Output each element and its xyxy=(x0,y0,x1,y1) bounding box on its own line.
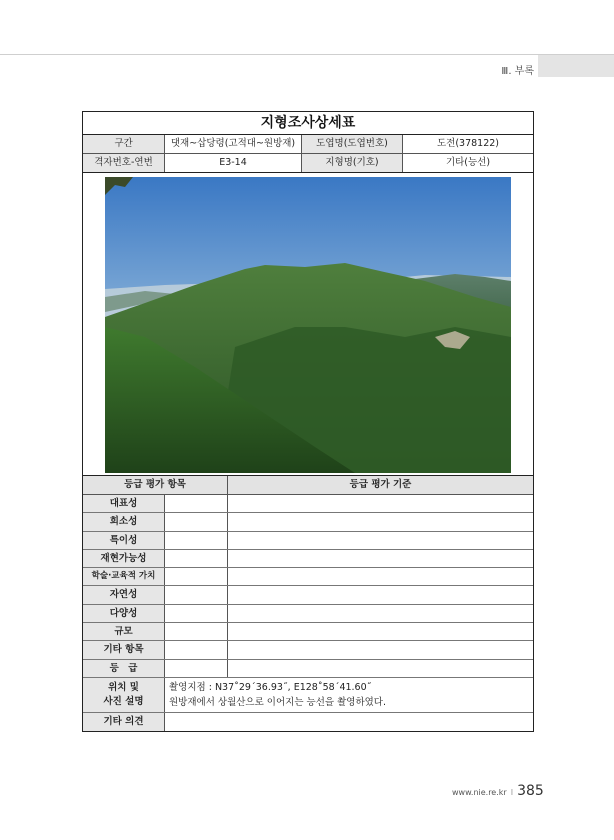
eval-grade xyxy=(165,513,228,530)
eval-grade xyxy=(165,550,228,567)
eval-row xyxy=(83,586,533,604)
sheet-title: 지형조사상세표 xyxy=(83,112,533,135)
coordinates-text: 촬영지점 : N37˚29´36.93˝, E128˚58´41.60˝ xyxy=(169,681,372,693)
value-grid: E3-14 xyxy=(165,154,302,172)
eval-grade xyxy=(165,495,228,512)
footer-site: www.nie.re.kr xyxy=(452,788,507,797)
label-grid: 격자번호-연번 xyxy=(83,154,165,172)
eval-criteria xyxy=(228,641,533,658)
eval-item-name: 다양성 xyxy=(83,605,165,622)
evaluation-rows xyxy=(83,495,533,678)
eval-criteria xyxy=(228,660,533,677)
eval-item-name: 대표성 xyxy=(83,495,165,512)
location-label-line1: 위치 및 xyxy=(108,681,139,693)
eval-head-item: 등급 평가 항목 xyxy=(83,476,228,494)
eval-grade xyxy=(165,660,228,677)
eval-row xyxy=(83,623,533,641)
eval-grade xyxy=(165,641,228,658)
eval-criteria xyxy=(228,495,533,512)
eval-grade xyxy=(165,568,228,585)
location-row xyxy=(83,678,533,713)
page-footer xyxy=(452,783,544,799)
info-row-2 xyxy=(83,154,533,173)
eval-item-name: 특이성 xyxy=(83,532,165,549)
eval-item-name: 등 급 xyxy=(83,660,165,677)
label-section: 구간 xyxy=(83,135,165,153)
eval-row xyxy=(83,550,533,568)
eval-criteria xyxy=(228,513,533,530)
eval-head-criteria: 등급 평가 기준 xyxy=(349,479,412,490)
eval-item-name: 희소성 xyxy=(83,513,165,530)
eval-row xyxy=(83,495,533,513)
eval-item-name: 자연성 xyxy=(83,586,165,603)
eval-row xyxy=(83,513,533,531)
eval-criteria xyxy=(228,586,533,603)
eval-row xyxy=(83,641,533,659)
eval-item-name: 재현가능성 xyxy=(83,550,165,567)
mountain-ridge-photo xyxy=(105,177,511,473)
eval-criteria xyxy=(228,605,533,622)
section-label: Ⅲ. 부록 xyxy=(501,66,534,77)
eval-grade xyxy=(165,532,228,549)
section-tab xyxy=(538,55,614,77)
eval-item-name: 기타 항목 xyxy=(83,641,165,658)
eval-criteria xyxy=(228,532,533,549)
photo-caption-text: 원방재에서 상월산으로 이어지는 능선을 촬영하였다. xyxy=(169,696,386,708)
eval-criteria xyxy=(228,623,533,640)
eval-grade xyxy=(165,605,228,622)
survey-sheet xyxy=(82,111,534,732)
eval-row xyxy=(83,605,533,623)
location-label-line2: 사진 설명 xyxy=(103,695,144,707)
eval-item-name: 규모 xyxy=(83,623,165,640)
eval-row xyxy=(83,532,533,550)
footer-separator: I xyxy=(510,788,514,797)
header-rule xyxy=(0,54,614,55)
eval-criteria xyxy=(228,568,533,585)
value-landform: 기타(능선) xyxy=(445,157,491,168)
evaluation-header xyxy=(83,476,533,495)
page-number: 385 xyxy=(517,783,544,799)
value-map: 도전(378122) xyxy=(436,138,500,149)
eval-row xyxy=(83,568,533,586)
other-opinion-row xyxy=(83,713,533,731)
eval-criteria xyxy=(228,550,533,567)
eval-item-name: 학술·교육적 가치 xyxy=(83,568,165,585)
other-opinion-label: 기타 의견 xyxy=(83,713,165,731)
value-section: 댓재~삽당령(고적대~원방재) xyxy=(165,135,302,153)
eval-grade xyxy=(165,586,228,603)
label-map: 도엽명(도엽번호) xyxy=(302,135,403,153)
location-label xyxy=(83,678,165,712)
eval-grade xyxy=(165,623,228,640)
location-description xyxy=(165,678,533,712)
label-landform: 지형명(기호) xyxy=(302,154,403,172)
photo-area xyxy=(83,173,533,476)
eval-row xyxy=(83,660,533,678)
other-opinion-value xyxy=(165,713,533,731)
info-row-1 xyxy=(83,135,533,154)
